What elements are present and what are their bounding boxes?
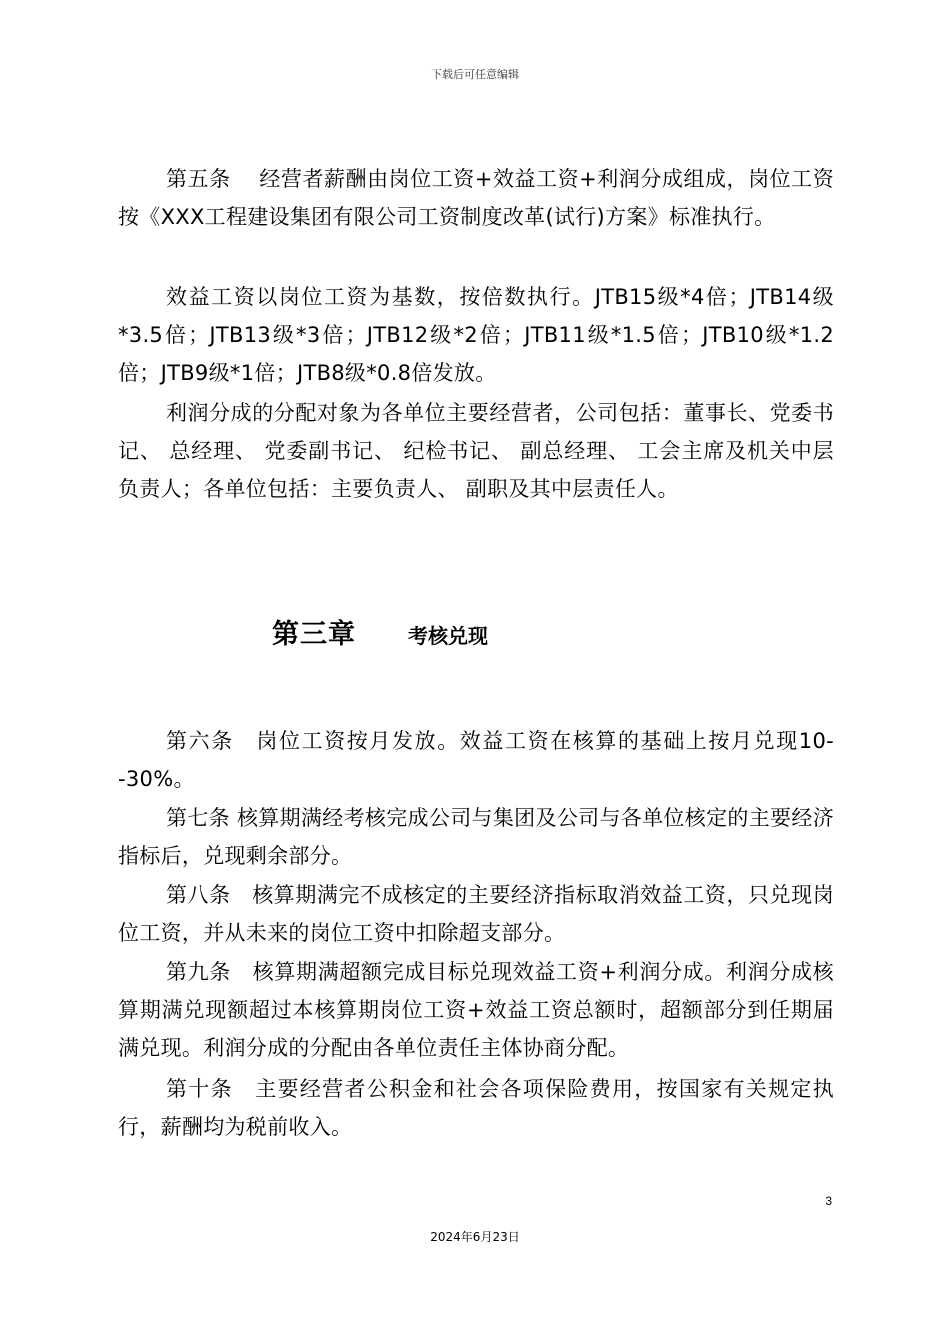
page-number: 3 xyxy=(825,1194,832,1208)
page-header-note: 下载后可任意编辑 xyxy=(431,68,519,81)
article-8-paragraph: 第八条 核算期满完不成核定的主要经济指标取消效益工资，只兑现岗位工资，并从未来的岗位工资中扣除超支部分。 xyxy=(118,883,834,945)
chapter-number: 第三章 xyxy=(272,619,356,650)
article-6-paragraph: 第六条 岗位工资按月发放。效益工资在核算的基础上按月兑现10--30%。 xyxy=(118,729,834,791)
article-9-paragraph: 第九条 核算期满超额完成目标兑现效益工资+利润分成。利润分成核算期满兑现额超过本核算期岗位工资+效益工资总额时，超额部分到任期届满兑现。利润分成的分配由各单位责任主体协商分配。 xyxy=(118,960,834,1060)
article-5-paragraph: 第五条 经营者薪酬由岗位工资+效益工资+利润分成组成，岗位工资按《XXX工程建设集团有限公司工资制度改革(试行)方案》标准执行。 xyxy=(118,167,834,229)
article-10-paragraph: 第十条 主要经营者公积金和社会各项保险费用，按国家有关规定执行，薪酬均为税前收入。 xyxy=(118,1077,834,1139)
footer-date: 2024年6月23日 xyxy=(430,1230,520,1244)
chapter-heading xyxy=(272,612,488,651)
chapter-title: 考核兑现 xyxy=(408,624,488,648)
performance-pay-paragraph: 效益工资以岗位工资为基数，按倍数执行。JTB15级*4倍；JTB14级*3.5倍；JTB13级*3倍；JTB12级*2倍；JTB11级*1.5倍；JTB10级*1.2倍；JTB9级*1倍；JTB8级*0.8倍发放。 xyxy=(118,285,834,385)
profit-sharing-paragraph: 利润分成的分配对象为各单位主要经营者，公司包括：董事长、党委书记、 总经理、 党委副书记、 纪检书记、 副总经理、 工会主席及机关中层负责人；各单位包括：主要负责人、 副职及其中层责任人。 xyxy=(118,401,834,501)
article-7-paragraph: 第七条 核算期满经考核完成公司与集团及公司与各单位核定的主要经济指标后，兑现剩余部分。 xyxy=(118,806,834,868)
